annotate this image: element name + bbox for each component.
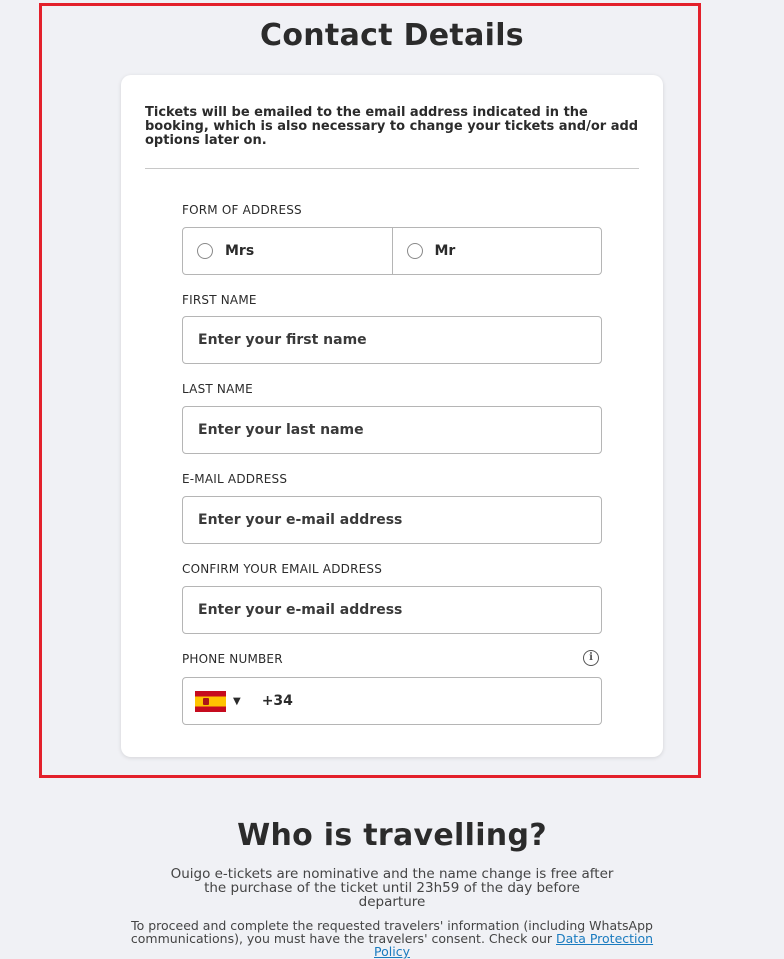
radio-mrs[interactable] xyxy=(183,228,392,274)
first-name-label: FIRST NAME xyxy=(182,293,257,307)
page-title: Contact Details xyxy=(260,18,524,53)
phone-number-field[interactable] xyxy=(182,677,602,725)
radio-circle-icon[interactable] xyxy=(407,243,423,259)
form-of-address-radio-group xyxy=(182,227,602,275)
confirm-email-field xyxy=(182,586,602,634)
card-intro-text: Tickets will be emailed to the email address indicated in the booking, which is also necessary to change your tickets and/or add options later on. xyxy=(145,105,639,148)
data-protection-policy-link[interactable]: Data Protection Policy xyxy=(374,931,654,959)
contact-card xyxy=(121,75,663,757)
first-name-input[interactable] xyxy=(183,317,601,363)
country-code-dropdown[interactable] xyxy=(183,678,241,724)
phone-number-label: PHONE NUMBER xyxy=(182,652,283,666)
last-name-input[interactable] xyxy=(183,407,601,453)
spain-flag-icon xyxy=(195,691,226,712)
info-icon[interactable]: i xyxy=(583,650,599,666)
last-name-label: LAST NAME xyxy=(182,382,253,396)
radio-circle-icon[interactable] xyxy=(197,243,213,259)
who-is-travelling-title: Who is travelling? xyxy=(237,818,547,853)
email-label: E-MAIL ADDRESS xyxy=(182,472,288,486)
dial-code: +34 xyxy=(261,693,293,709)
radio-mrs-label: Mrs xyxy=(225,243,255,259)
radio-mr[interactable] xyxy=(392,228,602,274)
first-name-field xyxy=(182,316,602,364)
divider xyxy=(145,168,639,169)
last-name-field xyxy=(182,406,602,454)
confirm-email-label: CONFIRM YOUR EMAIL ADDRESS xyxy=(182,562,383,576)
form-of-address-label: FORM OF ADDRESS xyxy=(182,203,302,217)
confirm-email-input[interactable] xyxy=(183,587,601,633)
radio-mr-label: Mr xyxy=(434,243,456,259)
consent-text xyxy=(0,919,784,958)
chevron-down-icon: ▼ xyxy=(233,695,241,707)
email-field xyxy=(182,496,602,544)
email-input[interactable] xyxy=(183,497,601,543)
nominative-tickets-text: Ouigo e-tickets are nominative and the name change is free after the purchase of the ticket until 23h59 of the day before departure xyxy=(170,866,614,910)
consent-text-body: To proceed and complete the requested travelers' information (including WhatsApp communications), you must have the travelers' consent. Check our xyxy=(130,918,653,946)
